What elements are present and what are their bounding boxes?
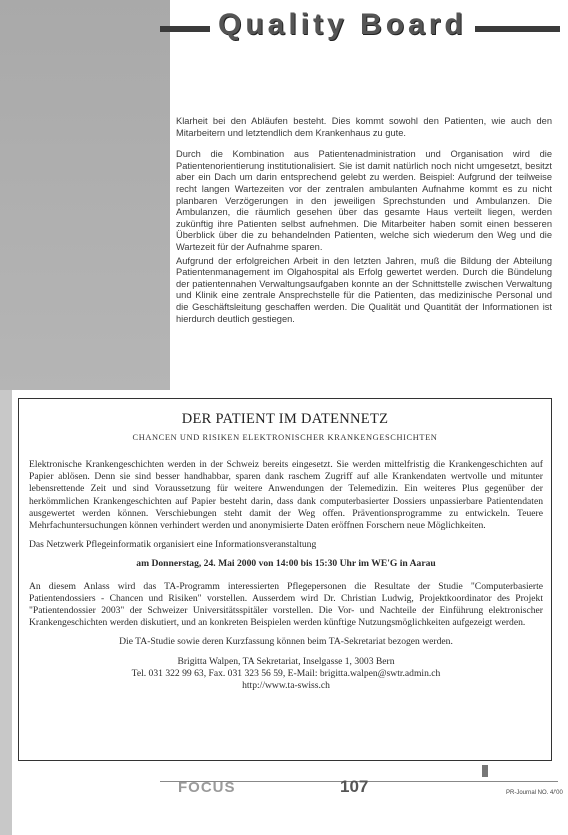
announcement-subtitle: CHANCEN UND RISIKEN ELEKTRONISCHER KRANKENGESCHICHTEN	[132, 433, 438, 442]
announcement-paragraph: Die TA-Studie sowie deren Kurzfassung können beim TA-Sekretariat bezogen werden.	[119, 636, 453, 648]
contact-website: http://www.ta-swiss.ch	[242, 680, 330, 692]
announcement-body	[29, 459, 543, 692]
section-title: Quality Board	[210, 8, 475, 42]
article-paragraph: Durch die Kombination aus Patientenadministration und Organisation wird die Patientenorientierung institutionalisiert. Sie ist damit natürlich noch nicht umgesetzt, besitzt aber ein Dach um darin entsprechend gelebt zu werden. Beispiel: Aufgrund der teilweise recht langen Wartezeiten vor der zentralen ambulanten Aufnahme kommt es zu nicht planbaren Verzögerungen in den jeweiligen Sprechstunden und Ambulanzen. Die Ambulanzen, die räumlich gesehen über das gesamte Haus verteilt liegen, werden zukünftig ihre Patienten selbst aufnehmen. Die Mitarbeiter haben somit einen besseren Überblick über die zu behandelnden Patienten, welche sich wiederum den Weg und die Wartezeit für der Aufnahme sparen.	[176, 149, 552, 252]
announcement-box	[18, 398, 552, 761]
footer-section-label: FOCUS	[178, 779, 236, 796]
announcement-paragraph: An diesem Anlass wird das TA-Programm interessierten Pflegepersonen die Resultate der Studie "Computerbasierte Patientendossiers - Chancen und Risiken" vorstellen. Ausserdem wird Dr. Christian Ludwig, Projektkoordinator des Projekt "Patientendossier 2003" der Schweizer Universitätsspitäler vorstellen. Die Vor- und Nachteile der Einführung elektronischer Krankengeschichten werden diskutiert, und an konkreten Beispielen werden künftige Nutzungsmöglichkeiten aufgezeigt werden.	[29, 580, 543, 629]
article-paragraph: Aufgrund der erfolgreichen Arbeit in den letzten Jahren, muß die Bildung der Abteilung Patientenmanagement im Olgahospital als Erfolg gewertet werden. Durch die Bündelung der patientennahen Verwaltungsaufgaben konnte an der Schnittstelle zwischen Verwaltung und Klinik eine zentrale Ansprechstelle für die Patienten, das medizinische Personal und die Geschäftsleitung geschaffen werden. Die Qualität und Quantität der Informationen ist hierdurch deutlich gestiegen.	[176, 255, 552, 324]
contact-phone: Tel. 031 322 99 63, Fax. 031 323 56 59, E-Mail: brigitta.walpen@swtr.admin.ch	[131, 667, 441, 679]
corner-mark	[482, 765, 488, 777]
article-paragraph: Klarheit bei den Abläufen besteht. Dies kommt sowohl den Patienten, wie auch den Mitarbeitern und letztendlich dem Krankenhaus zu gute.	[176, 116, 552, 138]
journal-reference: PR-Journal NO. 4/'00	[506, 790, 563, 796]
event-date: am Donnerstag, 24. Mai 2000 von 14:00 bis 15:30 Uhr im WE'G in Aarau	[136, 558, 436, 570]
article-continuation	[176, 116, 552, 335]
header-band	[160, 6, 560, 46]
contact-address: Brigitta Walpen, TA Sekretariat, Inselgasse 1, 3003 Bern	[177, 655, 395, 667]
page-number: 107	[340, 777, 369, 796]
announcement-title: DER PATIENT IM DATENNETZ	[181, 411, 389, 427]
announcement-paragraph: Das Netzwerk Pflegeinformatik organisiert eine Informationsveranstaltung	[29, 539, 317, 551]
left-margin-strip	[0, 390, 12, 835]
announcement-paragraph: Elektronische Krankengeschichten werden in der Schweiz bereits eingesetzt. Sie werden mittelfristig die Krankengeschichten auf Papier ablösen. Denn sie sind besser handhabbar, sparen dank raschem Zugriff auf alle Krankendaten wertvolle und mitunter lebensrettende Zeit und sind Voraussetzung für weitere Anwendungen der Telemedizin. Ein weiteres Plus gegenüber der herkömmlichen Krankengeschichten auf Papier besteht darin, dass dank computerbasierter Dossiers unpassierbare Patientendaten ausgewertet werden können. Verschiebungen steht damit der Weg offen. Präventionsprogramme zu entwickeln. Teuere Mehrfachuntersuchungen können verhindert werden und anonymisierte Daten eröffnen Forschern neue Möglichkeiten.	[29, 459, 543, 532]
left-grey-column	[0, 0, 170, 390]
